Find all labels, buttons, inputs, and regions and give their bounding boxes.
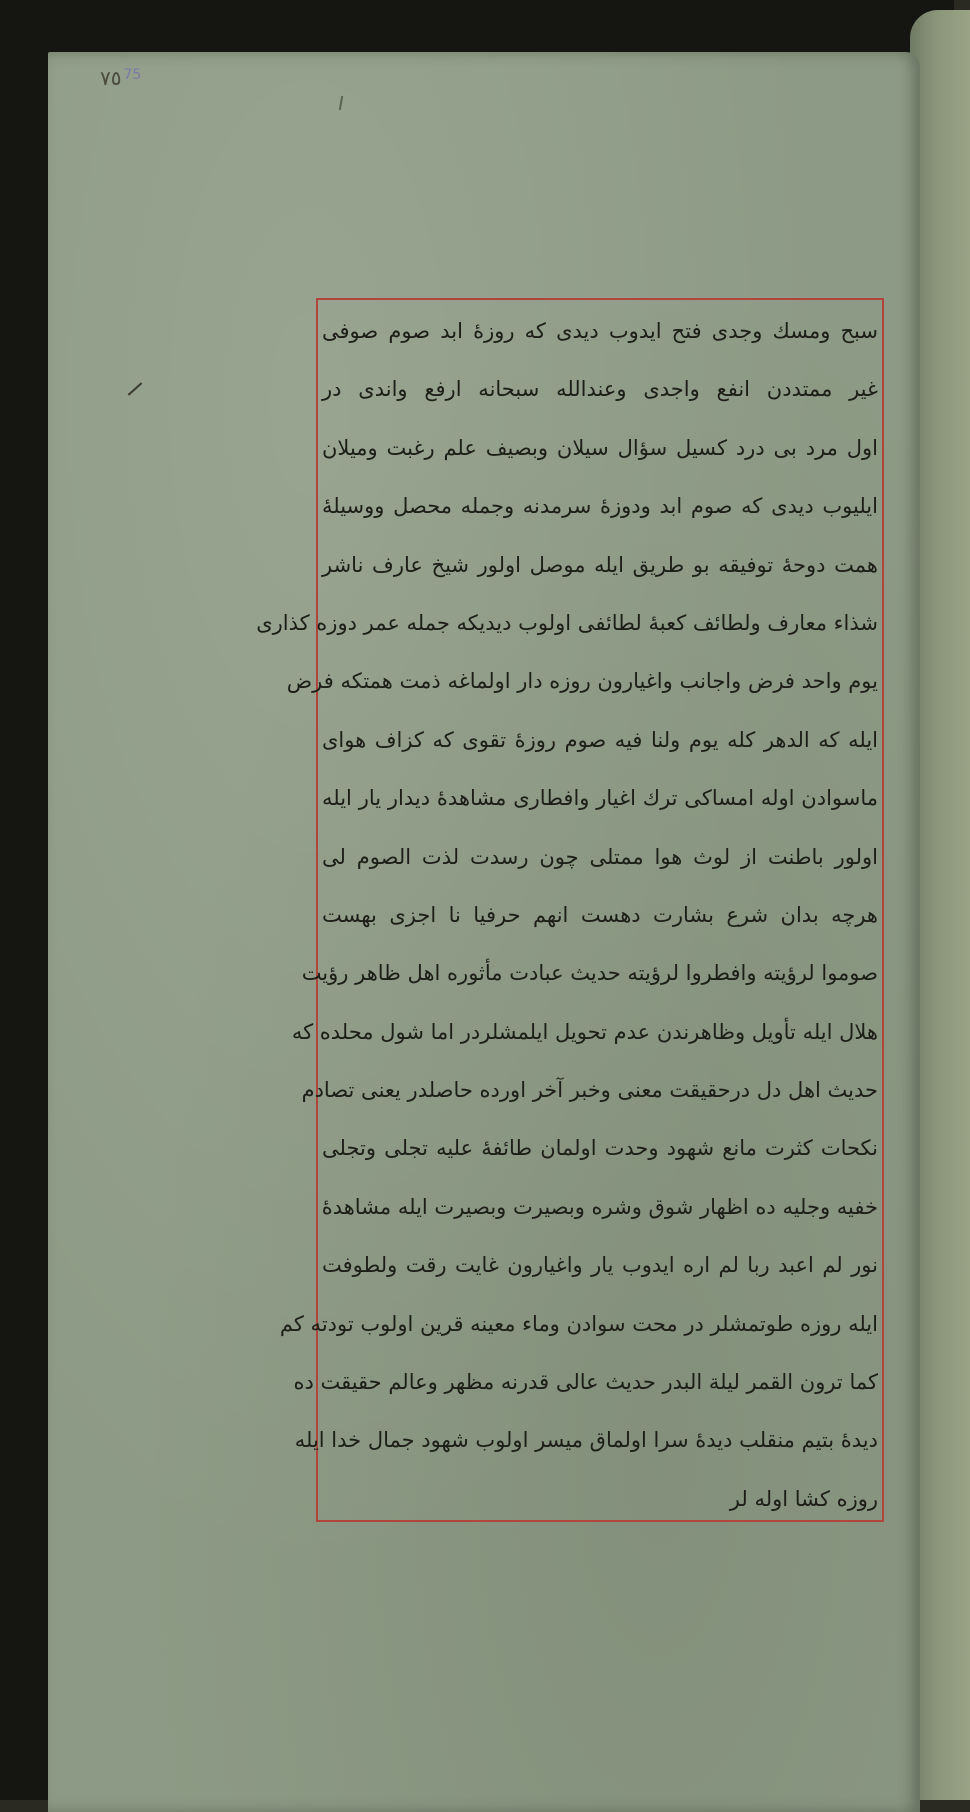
folio-number-arabic: ٧٥ — [100, 66, 122, 90]
folio-number — [100, 66, 141, 90]
text-line: نكحات كثرت مانع شهود وحدت اولمان طائفهٔ عليه تجلى وتجلى — [322, 1136, 878, 1161]
text-line: شذاء معارف ولطائف كعبهٔ لطائفى اولوب ديديكه جمله عمر دوزه كذارى — [256, 610, 878, 635]
text-line: نور لم اعبد ربا لم اره ايدوب يار واغيارون غايت رقت ولطوفت — [322, 1253, 878, 1278]
text-line: اولور باطنت از لوث هوا ممتلى چون رسدت لذت الصوم لى — [322, 844, 878, 869]
text-line: كما ترون القمر ليلة البدر حديث عالى قدرنه مظهر وعالم حقيقت ده — [293, 1370, 878, 1395]
main-text-block — [256, 302, 878, 1518]
text-line: هلال ايله تأويل وظاهرندن عدم تحويل ايلمشلردر اما شول محلده كه — [291, 1019, 878, 1044]
text-line: حديث اهل دل درحقيقت معنى وخبر آخر اورده حاصلدر يعنى تصادم — [301, 1078, 878, 1103]
text-line: ايله كه الدهر كله يوم ولنا فيه صوم روزهٔ تقوى كه كزاف هواى — [322, 727, 878, 752]
text-line: سبح ومسك وجدى فتح ايدوب ديدى كه روزهٔ ابد صوم صوفی — [322, 319, 878, 343]
text-line: ايله روزه طوتمشلر در محت سوادن وماء معينه قرين اولوب تودته كم — [279, 1311, 878, 1336]
text-line: صوموا لرؤيته وافطروا لرؤيته حديث عبادت مأثوره اهل ظاهر رؤيت — [301, 961, 878, 986]
folio-number-latin: 75 — [123, 67, 142, 83]
text-line: اول مرد بى درد كسيل سؤال سيلان وبصيف علم رغبت وميلان — [322, 435, 878, 460]
text-line: ديدهٔ بتيم منقلب ديدهٔ سرا اولماق ميسر اولوب شهود جمال خدا ايله — [294, 1428, 878, 1453]
text-line: ايليوب ديدى كه صوم ابد ودوزهٔ سرمدنه وجمله محصل ووسيلهٔ — [322, 494, 878, 519]
text-line: غير ممتددن انفع واجدى وعندالله سبحانه ارفع واندى در — [322, 377, 878, 402]
text-line: خفيه وجليه ده اظهار شوق وشره وبصيرت وبصيرت ايله مشاهدهٔ — [321, 1194, 878, 1219]
text-line: يوم واحد فرض واجانب واغيارون روزه دار اولماغه ذمت همتكه فرض — [286, 669, 878, 694]
text-line: همت دوحهٔ توفيقه بو طريق ايله موصل اولور شيخ عارف ناشر — [322, 552, 878, 577]
text-line: هرچه بدان شرع بشارت دهست انهم حرفيا نا اجزى بهست — [322, 902, 878, 927]
text-line: روزه كشا اوله لر — [729, 1486, 878, 1511]
text-line: ماسوادن اوله امساكى ترك اغيار وافطارى مشاهدهٔ ديدار يار ايله — [322, 786, 878, 811]
